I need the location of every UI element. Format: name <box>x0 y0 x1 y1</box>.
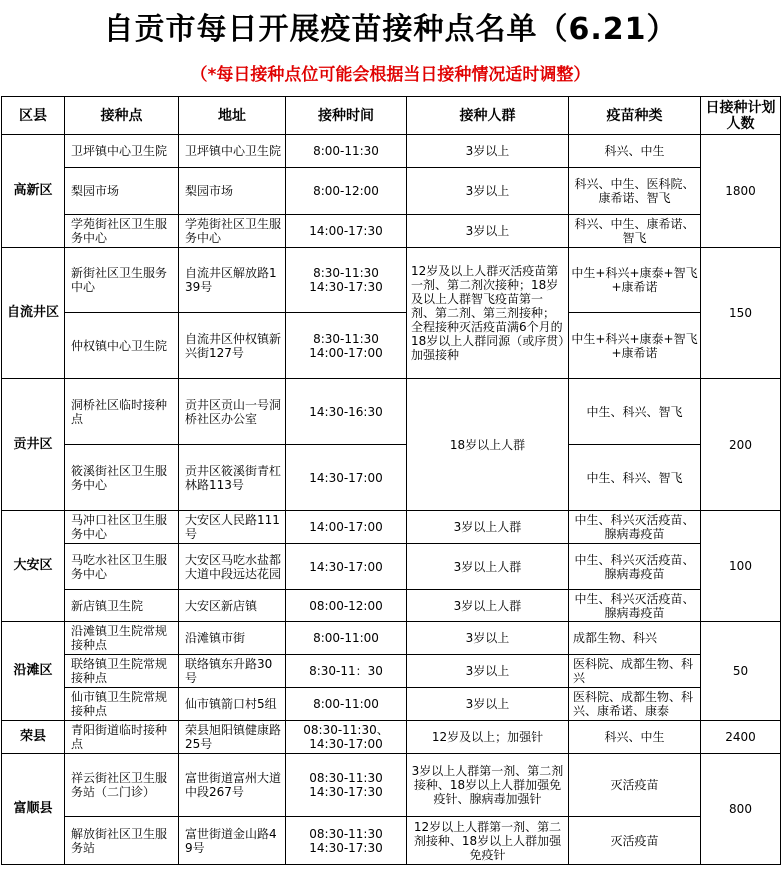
vaccine-cell: 中生+科兴+康泰+智飞+康希诺 <box>569 313 701 379</box>
header-district: 区县 <box>2 97 65 135</box>
plan-cell: 50 <box>701 622 781 721</box>
vaccine-cell: 科兴、中生、医科院、康希诺、智飞 <box>569 168 701 215</box>
time-cell: 14:00-17:00 <box>286 511 407 544</box>
vaccine-cell: 科兴、中生 <box>569 721 701 754</box>
crowd-cell: 3岁以上 <box>407 168 569 215</box>
vaccine-cell: 中生、科兴、智飞 <box>569 445 701 511</box>
address-cell: 仙市镇箭口村5组 <box>179 688 286 721</box>
crowd-cell: 12岁及以上；加强针 <box>407 721 569 754</box>
vaccine-cell: 中生、科兴灭活疫苗、腺病毒疫苗 <box>569 590 701 622</box>
district-cell: 高新区 <box>2 135 65 248</box>
vaccine-cell: 中生、科兴灭活疫苗、腺病毒疫苗 <box>569 544 701 590</box>
crowd-cell: 3岁以上 <box>407 688 569 721</box>
table-row <box>2 754 781 817</box>
address-cell: 梨园市场 <box>179 168 286 215</box>
time-cell: 8:00-11:00 <box>286 622 407 655</box>
vaccine-cell: 医科院、成都生物、科兴、康希诺、康泰 <box>569 688 701 721</box>
time-morning: 8:30-11:30 <box>313 331 379 346</box>
vaccine-cell: 灭活疫苗 <box>569 754 701 817</box>
crowd-cell: 12岁以上人群第一剂、第二剂接种、18岁以上人群加强免疫针 <box>407 817 569 865</box>
vaccination-sites-table <box>1 96 781 865</box>
address-cell: 大安区新店镇 <box>179 590 286 622</box>
table-row <box>2 544 781 590</box>
site-cell: 青阳街道临时接种点 <box>65 721 179 754</box>
plan-cell: 2400 <box>701 721 781 754</box>
site-cell: 祥云街社区卫生服务站（二门诊） <box>65 754 179 817</box>
table-row <box>2 168 781 215</box>
time-cell <box>286 313 407 379</box>
site-cell: 新店镇卫生院 <box>65 590 179 622</box>
table-row <box>2 135 781 168</box>
time-afternoon: 14:30-17:30 <box>309 280 383 294</box>
district-cell: 富顺县 <box>2 754 65 865</box>
time-cell <box>286 248 407 313</box>
table-row <box>2 721 781 754</box>
site-cell: 洞桥社区临时接种点 <box>65 379 179 445</box>
crowd-cell: 3岁以上人群 <box>407 511 569 544</box>
address-cell: 自流井区仲权镇新兴街127号 <box>179 313 286 379</box>
time-cell: 14:30-17:00 <box>286 445 407 511</box>
time-cell: 8:00-11:00 <box>286 688 407 721</box>
time-cell <box>286 721 407 754</box>
vaccine-cell: 中生+科兴+康泰+智飞+康希诺 <box>569 248 701 313</box>
table-row <box>2 511 781 544</box>
time-afternoon: 14:30-17:30 <box>309 840 383 855</box>
crowd-cell: 3岁以上人群 <box>407 590 569 622</box>
district-cell: 沿滩区 <box>2 622 65 721</box>
time-cell: 08:00-12:00 <box>286 590 407 622</box>
time-cell: 14:30-16:30 <box>286 379 407 445</box>
site-cell: 卫坪镇中心卫生院 <box>65 135 179 168</box>
district-cell: 大安区 <box>2 511 65 622</box>
site-cell: 解放街社区卫生服务站 <box>65 817 179 865</box>
time-cell: 8:00-12:00 <box>286 168 407 215</box>
plan-cell: 200 <box>701 379 781 511</box>
address-cell: 沿滩镇市街 <box>179 622 286 655</box>
header-crowd: 接种人群 <box>407 97 569 135</box>
site-cell: 梨园市场 <box>65 168 179 215</box>
plan-cell: 1800 <box>701 135 781 248</box>
address-cell: 大安区人民路111号 <box>179 511 286 544</box>
table-row <box>2 817 781 865</box>
time-cell: 14:30-17:00 <box>286 544 407 590</box>
address-cell: 贡井区筱溪街青杠林路113号 <box>179 445 286 511</box>
time-cell <box>286 817 407 865</box>
vaccine-cell: 科兴、中生 <box>569 135 701 168</box>
header-site: 接种点 <box>65 97 179 135</box>
time-afternoon: 14:30-17:30 <box>309 785 383 799</box>
vaccine-cell: 医科院、成都生物、科兴 <box>569 655 701 688</box>
time-cell: 8:00-11:30 <box>286 135 407 168</box>
table-row <box>2 622 781 655</box>
site-cell: 学苑街社区卫生服务中心 <box>65 215 179 248</box>
header-address: 地址 <box>179 97 286 135</box>
time-afternoon: 14:00-17:00 <box>309 345 383 360</box>
address-cell: 大安区马吃水盐都大道中段远达花园 <box>179 544 286 590</box>
vaccine-cell: 中生、科兴、智飞 <box>569 379 701 445</box>
time-cell: 8:30-11：30 <box>286 655 407 688</box>
district-cell: 自流井区 <box>2 248 65 379</box>
site-cell: 仲权镇中心卫生院 <box>65 313 179 379</box>
table-row <box>2 688 781 721</box>
vaccine-cell: 成都生物、科兴 <box>569 622 701 655</box>
site-cell: 联络镇卫生院常规接种点 <box>65 655 179 688</box>
address-cell: 联络镇东升路30号 <box>179 655 286 688</box>
plan-cell: 800 <box>701 754 781 865</box>
header-plan: 日接种计划人数 <box>701 97 781 135</box>
plan-cell: 150 <box>701 248 781 379</box>
address-cell: 卫坪镇中心卫生院 <box>179 135 286 168</box>
site-cell: 马吃水社区卫生服务中心 <box>65 544 179 590</box>
site-cell: 筱溪街社区卫生服务中心 <box>65 445 179 511</box>
crowd-cell: 3岁以上 <box>407 622 569 655</box>
table-row <box>2 313 781 379</box>
crowd-cell: 18岁以上人群 <box>407 379 569 511</box>
table-row <box>2 248 781 313</box>
site-cell: 新街社区卫生服务中心 <box>65 248 179 313</box>
notice-text: （*每日接种点位可能会根据当日接种情况适时调整） <box>190 65 591 85</box>
table-row <box>2 379 781 445</box>
address-cell: 富世街道金山路49号 <box>179 817 286 865</box>
time-morning: 08:30-11:30、 <box>303 723 389 737</box>
time-cell: 14:00-17:30 <box>286 215 407 248</box>
time-morning: 08:30-11:30 <box>309 826 383 841</box>
site-cell: 马冲口社区卫生服务中心 <box>65 511 179 544</box>
crowd-cell: 3岁以上人群第一剂、第二剂接种、18岁以上人群加强免疫针、腺病毒加强针 <box>407 754 569 817</box>
table-row <box>2 590 781 622</box>
address-cell: 富世街道富州大道中段267号 <box>179 754 286 817</box>
time-cell <box>286 754 407 817</box>
table-row <box>2 445 781 511</box>
time-afternoon: 14:30-17:00 <box>309 737 383 751</box>
district-cell: 贡井区 <box>2 379 65 511</box>
district-cell: 荣县 <box>2 721 65 754</box>
crowd-cell: 3岁以上 <box>407 655 569 688</box>
address-cell: 贡井区贡山一号洞桥社区办公室 <box>179 379 286 445</box>
vaccine-cell: 中生、科兴灭活疫苗、腺病毒疫苗 <box>569 511 701 544</box>
crowd-cell: 3岁以上 <box>407 215 569 248</box>
time-morning: 08:30-11:30 <box>309 771 383 785</box>
table-row <box>2 215 781 248</box>
site-cell: 沿滩镇卫生院常规接种点 <box>65 622 179 655</box>
address-cell: 自流井区解放路139号 <box>179 248 286 313</box>
crowd-cell: 3岁以上人群 <box>407 544 569 590</box>
plan-cell: 100 <box>701 511 781 622</box>
site-cell: 仙市镇卫生院常规接种点 <box>65 688 179 721</box>
table-row <box>2 655 781 688</box>
table-header-row <box>2 97 781 135</box>
page-title: 自贡市每日开展疫苗接种点名单（6.21） <box>103 12 678 47</box>
address-cell: 学苑街社区卫生服务中心 <box>179 215 286 248</box>
address-cell: 荣县旭阳镇健康路25号 <box>179 721 286 754</box>
header-vaccine: 疫苗种类 <box>569 97 701 135</box>
time-morning: 8:30-11:30 <box>313 266 379 280</box>
vaccine-cell: 灭活疫苗 <box>569 817 701 865</box>
header-time: 接种时间 <box>286 97 407 135</box>
vaccine-cell: 科兴、中生、康希诺、智飞 <box>569 215 701 248</box>
crowd-cell: 3岁以上 <box>407 135 569 168</box>
crowd-cell: 12岁及以上人群灭活疫苗第一剂、第二剂次接种；18岁及以上人群智飞疫苗第一剂、第二剂、第三剂接种；全程接种灭活疫苗满6个月的18岁以上人群同源（或序贯）加强接种 <box>407 248 569 379</box>
